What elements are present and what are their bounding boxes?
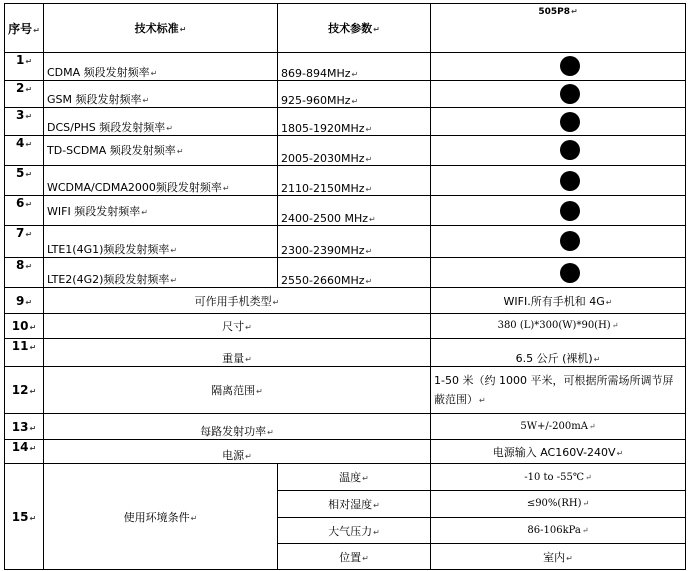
parameter-text: 2400-2500 MHz: [281, 212, 368, 226]
spec-value: 380 (L)*300(W)*90(H): [497, 320, 611, 332]
spec-label-cell: [44, 288, 431, 314]
paragraph-mark: ↵: [25, 169, 33, 179]
row-index: 7: [15, 226, 25, 241]
standard-text: DCS/PHS 频段发射频率: [47, 121, 166, 134]
env-item-value: ≤90%(RH): [526, 498, 582, 510]
env-item-name: 温度: [339, 471, 362, 485]
support-dot-icon: [560, 231, 580, 251]
row-index: 14: [11, 439, 29, 454]
row-index: 10: [11, 318, 29, 333]
spec-label-cell: [44, 414, 431, 440]
row-index: 1: [15, 53, 25, 68]
parameter-cell: [278, 196, 431, 226]
env-label: 使用环境条件: [123, 510, 190, 524]
paragraph-mark: ↵: [170, 276, 178, 286]
row-index-cell: [5, 165, 44, 196]
row-index: 3: [15, 108, 25, 123]
header-model: 505P8: [538, 7, 570, 17]
support-cell: [431, 136, 686, 166]
env-value-cell: [431, 464, 686, 491]
env-row: [5, 464, 686, 491]
spec-label-cell: [44, 367, 431, 414]
paragraph-mark: ↵: [351, 69, 359, 79]
paragraph-mark: ↵: [25, 84, 33, 94]
spec-label-cell: [44, 314, 431, 339]
support-cell: [431, 226, 686, 258]
row-index: 12: [11, 383, 29, 398]
env-item-name: 大气压力: [328, 524, 373, 538]
paragraph-mark: ↵: [245, 355, 252, 365]
row-index: 9: [15, 293, 25, 308]
paragraph-mark: ↵: [582, 499, 590, 509]
band-row: [5, 53, 686, 81]
paragraph-mark: ↵: [369, 215, 376, 225]
paragraph-mark: ↵: [25, 230, 33, 240]
spec-value-cell: [431, 338, 686, 367]
spec-value-cell: [431, 439, 686, 464]
paragraph-mark: ↵: [25, 297, 33, 307]
spec-row: [5, 439, 686, 464]
standard-text: WCDMA/CDMA2000频段发射频率: [47, 181, 222, 195]
support-cell: [431, 53, 686, 81]
paragraph-mark: ↵: [373, 500, 380, 510]
standard-text: LTE2(4G2)频段发射频率: [47, 273, 170, 287]
parameter-text: 2300-2390MHz: [281, 243, 365, 257]
paragraph-mark: ↵: [570, 7, 578, 16]
paragraph-mark: ↵: [25, 200, 33, 210]
row-index-cell: [5, 414, 44, 440]
row-index-cell: [5, 314, 44, 339]
paragraph-mark: ↵: [33, 25, 40, 35]
paragraph-mark: ↵: [566, 553, 573, 563]
env-item-name: 相对湿度: [328, 497, 373, 511]
parameter-cell: [278, 257, 431, 288]
parameter-text: 869-894MHz: [281, 66, 351, 80]
row-index: 2: [15, 80, 25, 95]
spec-value-cell: [431, 414, 686, 440]
row-index-cell: [5, 108, 44, 136]
header-standard-cell: [44, 4, 278, 53]
paragraph-mark: ↵: [256, 387, 263, 397]
row-index-cell: [5, 439, 44, 464]
header-row: [5, 4, 686, 53]
spec-label: 电源: [222, 449, 245, 463]
spec-value-cell: [431, 288, 686, 314]
env-value-cell: [431, 491, 686, 518]
paragraph-mark: ↵: [142, 96, 150, 106]
band-row: [5, 108, 686, 136]
paragraph-mark: ↵: [29, 342, 37, 352]
env-item-cell: [278, 544, 431, 570]
paragraph-mark: ↵: [29, 443, 37, 453]
row-index-cell: [5, 288, 44, 314]
row-index: 11: [11, 338, 29, 353]
spec-row: [5, 414, 686, 440]
paragraph-mark: ↵: [365, 246, 373, 256]
row-index-cell: [5, 80, 44, 108]
row-index-cell: [5, 338, 44, 367]
row-index-cell: [5, 464, 44, 570]
spec-label: 每路发射功率: [200, 424, 267, 438]
parameter-cell: [278, 136, 431, 166]
paragraph-mark: ↵: [29, 513, 37, 523]
row-index: 13: [11, 419, 29, 434]
paragraph-mark: ↵: [245, 452, 252, 462]
standard-cell: [44, 165, 278, 196]
header-index: 序号: [8, 21, 33, 36]
parameter-cell: [278, 53, 431, 81]
paragraph-mark: ↵: [588, 422, 596, 432]
paragraph-mark: ↵: [272, 297, 280, 307]
paragraph-mark: ↵: [176, 147, 184, 157]
spec-row: [5, 288, 686, 314]
standard-text: CDMA 频段发射频率: [47, 65, 150, 79]
paragraph-mark: ↵: [593, 355, 601, 365]
env-item-cell: [278, 491, 431, 518]
parameter-cell: [278, 80, 431, 108]
paragraph-mark: ↵: [585, 472, 592, 482]
spec-value-cell: [431, 367, 686, 414]
env-item-value: 86-106kPa: [527, 525, 581, 536]
paragraph-mark: ↵: [29, 322, 37, 332]
row-index-cell: [5, 136, 44, 166]
row-index: 6: [15, 196, 25, 211]
header-model-cell: [431, 4, 686, 53]
spec-value: WIFI.所有手机和 4G: [503, 294, 605, 308]
paragraph-mark: ↵: [170, 245, 178, 255]
paragraph-mark: ↵: [166, 124, 173, 133]
spec-value: 电源输入 AC160V-240V: [492, 445, 616, 459]
paragraph-mark: ↵: [267, 427, 274, 437]
standard-text: WIFI 频段发射频率: [47, 204, 141, 218]
env-item-value: 室内: [543, 550, 566, 564]
row-index-cell: [5, 226, 44, 258]
parameter-text: 1805-1920MHz: [281, 122, 365, 135]
paragraph-mark: ↵: [362, 474, 369, 484]
row-index-cell: [5, 53, 44, 81]
spec-label: 尺寸: [222, 319, 245, 333]
support-dot-icon: [560, 84, 580, 104]
row-index: 5: [15, 165, 25, 180]
spec-value: 5W+/-200mA: [520, 421, 588, 433]
band-row: [5, 80, 686, 108]
band-row: [5, 136, 686, 166]
env-item-cell: [278, 517, 431, 544]
spec-value: 1-50 米（约 1000 平米，可根据所需场所调节屏蔽范围）: [434, 373, 674, 406]
spec-row: [5, 367, 686, 414]
standard-cell: [44, 136, 278, 166]
parameter-cell: [278, 226, 431, 258]
spec-label-cell: [44, 338, 431, 367]
standard-cell: [44, 196, 278, 226]
standard-cell: [44, 226, 278, 258]
spec-row: [5, 314, 686, 339]
paragraph-mark: ↵: [605, 297, 613, 307]
row-index-cell: [5, 196, 44, 226]
support-dot-icon: [560, 171, 580, 191]
spec-label-cell: [44, 439, 431, 464]
paragraph-mark: ↵: [25, 261, 33, 271]
paragraph-mark: ↵: [581, 526, 589, 535]
paragraph-mark: ↵: [616, 448, 624, 458]
env-value-cell: [431, 517, 686, 544]
parameter-cell: [278, 108, 431, 136]
env-item-name: 位置: [339, 550, 362, 564]
paragraph-mark: ↵: [245, 322, 252, 332]
standard-text: GSM 频段发射频率: [47, 93, 142, 107]
standard-cell: [44, 108, 278, 136]
header-index-cell: [5, 4, 44, 53]
support-cell: [431, 257, 686, 288]
support-dot-icon: [560, 263, 580, 283]
support-cell: [431, 196, 686, 226]
band-row: [5, 196, 686, 226]
spec-label: 重量: [222, 352, 245, 366]
support-dot-icon: [560, 140, 580, 160]
parameter-text: 2005-2030MHz: [281, 151, 365, 165]
support-dot-icon: [560, 56, 580, 76]
paragraph-mark: ↵: [222, 184, 230, 194]
row-index-cell: [5, 257, 44, 288]
paragraph-mark: ↵: [365, 277, 373, 287]
support-cell: [431, 80, 686, 108]
paragraph-mark: ↵: [479, 395, 486, 405]
band-row: [5, 165, 686, 196]
paragraph-mark: ↵: [25, 140, 33, 149]
row-index: 8: [15, 257, 25, 272]
paragraph-mark: ↵: [179, 25, 187, 35]
spec-label: 隔离范围: [211, 384, 256, 398]
paragraph-mark: ↵: [141, 207, 148, 217]
support-dot-icon: [560, 112, 580, 132]
spec-row: [5, 338, 686, 367]
parameter-text: 925-960MHz: [281, 94, 351, 108]
standard-text: TD-SCDMA 频段发射频率: [47, 144, 176, 158]
paragraph-mark: ↵: [365, 185, 373, 195]
env-item-value: -10 to -55℃: [524, 471, 585, 483]
header-parameter: 技术参数: [328, 22, 373, 36]
env-label-cell: [44, 464, 278, 570]
paragraph-mark: ↵: [362, 553, 369, 563]
paragraph-mark: ↵: [373, 25, 380, 35]
paragraph-mark: ↵: [611, 321, 619, 331]
env-value-cell: [431, 544, 686, 570]
spec-label: 可作用手机类型: [194, 294, 272, 308]
parameter-text: 2550-2660MHz: [281, 274, 365, 288]
parameter-text: 2110-2150MHz: [281, 182, 365, 196]
paragraph-mark: ↵: [29, 423, 37, 433]
paragraph-mark: ↵: [351, 97, 359, 107]
row-index: 4: [15, 136, 25, 150]
parameter-cell: [278, 165, 431, 196]
header-parameter-cell: [278, 4, 431, 53]
standard-text: LTE1(4G1)频段发射频率: [47, 242, 170, 256]
paragraph-mark: ↵: [29, 387, 37, 397]
row-index: 15: [11, 509, 29, 524]
paragraph-mark: ↵: [365, 125, 373, 134]
support-cell: [431, 108, 686, 136]
spec-value: 6.5 公斤 (裸机): [515, 352, 593, 366]
paragraph-mark: ↵: [373, 527, 380, 537]
paragraph-mark: ↵: [190, 513, 198, 523]
spec-value-cell: [431, 314, 686, 339]
support-dot-icon: [560, 201, 580, 221]
standard-cell: [44, 53, 278, 81]
env-item-cell: [278, 464, 431, 491]
band-row: [5, 226, 686, 258]
paragraph-mark: ↵: [25, 112, 33, 122]
spec-table: [4, 3, 686, 570]
band-row: [5, 257, 686, 288]
support-cell: [431, 165, 686, 196]
paragraph-mark: ↵: [365, 154, 373, 164]
paragraph-mark: ↵: [25, 57, 33, 67]
row-index-cell: [5, 367, 44, 414]
standard-cell: [44, 257, 278, 288]
header-standard: 技术标准: [134, 22, 179, 36]
paragraph-mark: ↵: [150, 68, 158, 78]
standard-cell: [44, 80, 278, 108]
